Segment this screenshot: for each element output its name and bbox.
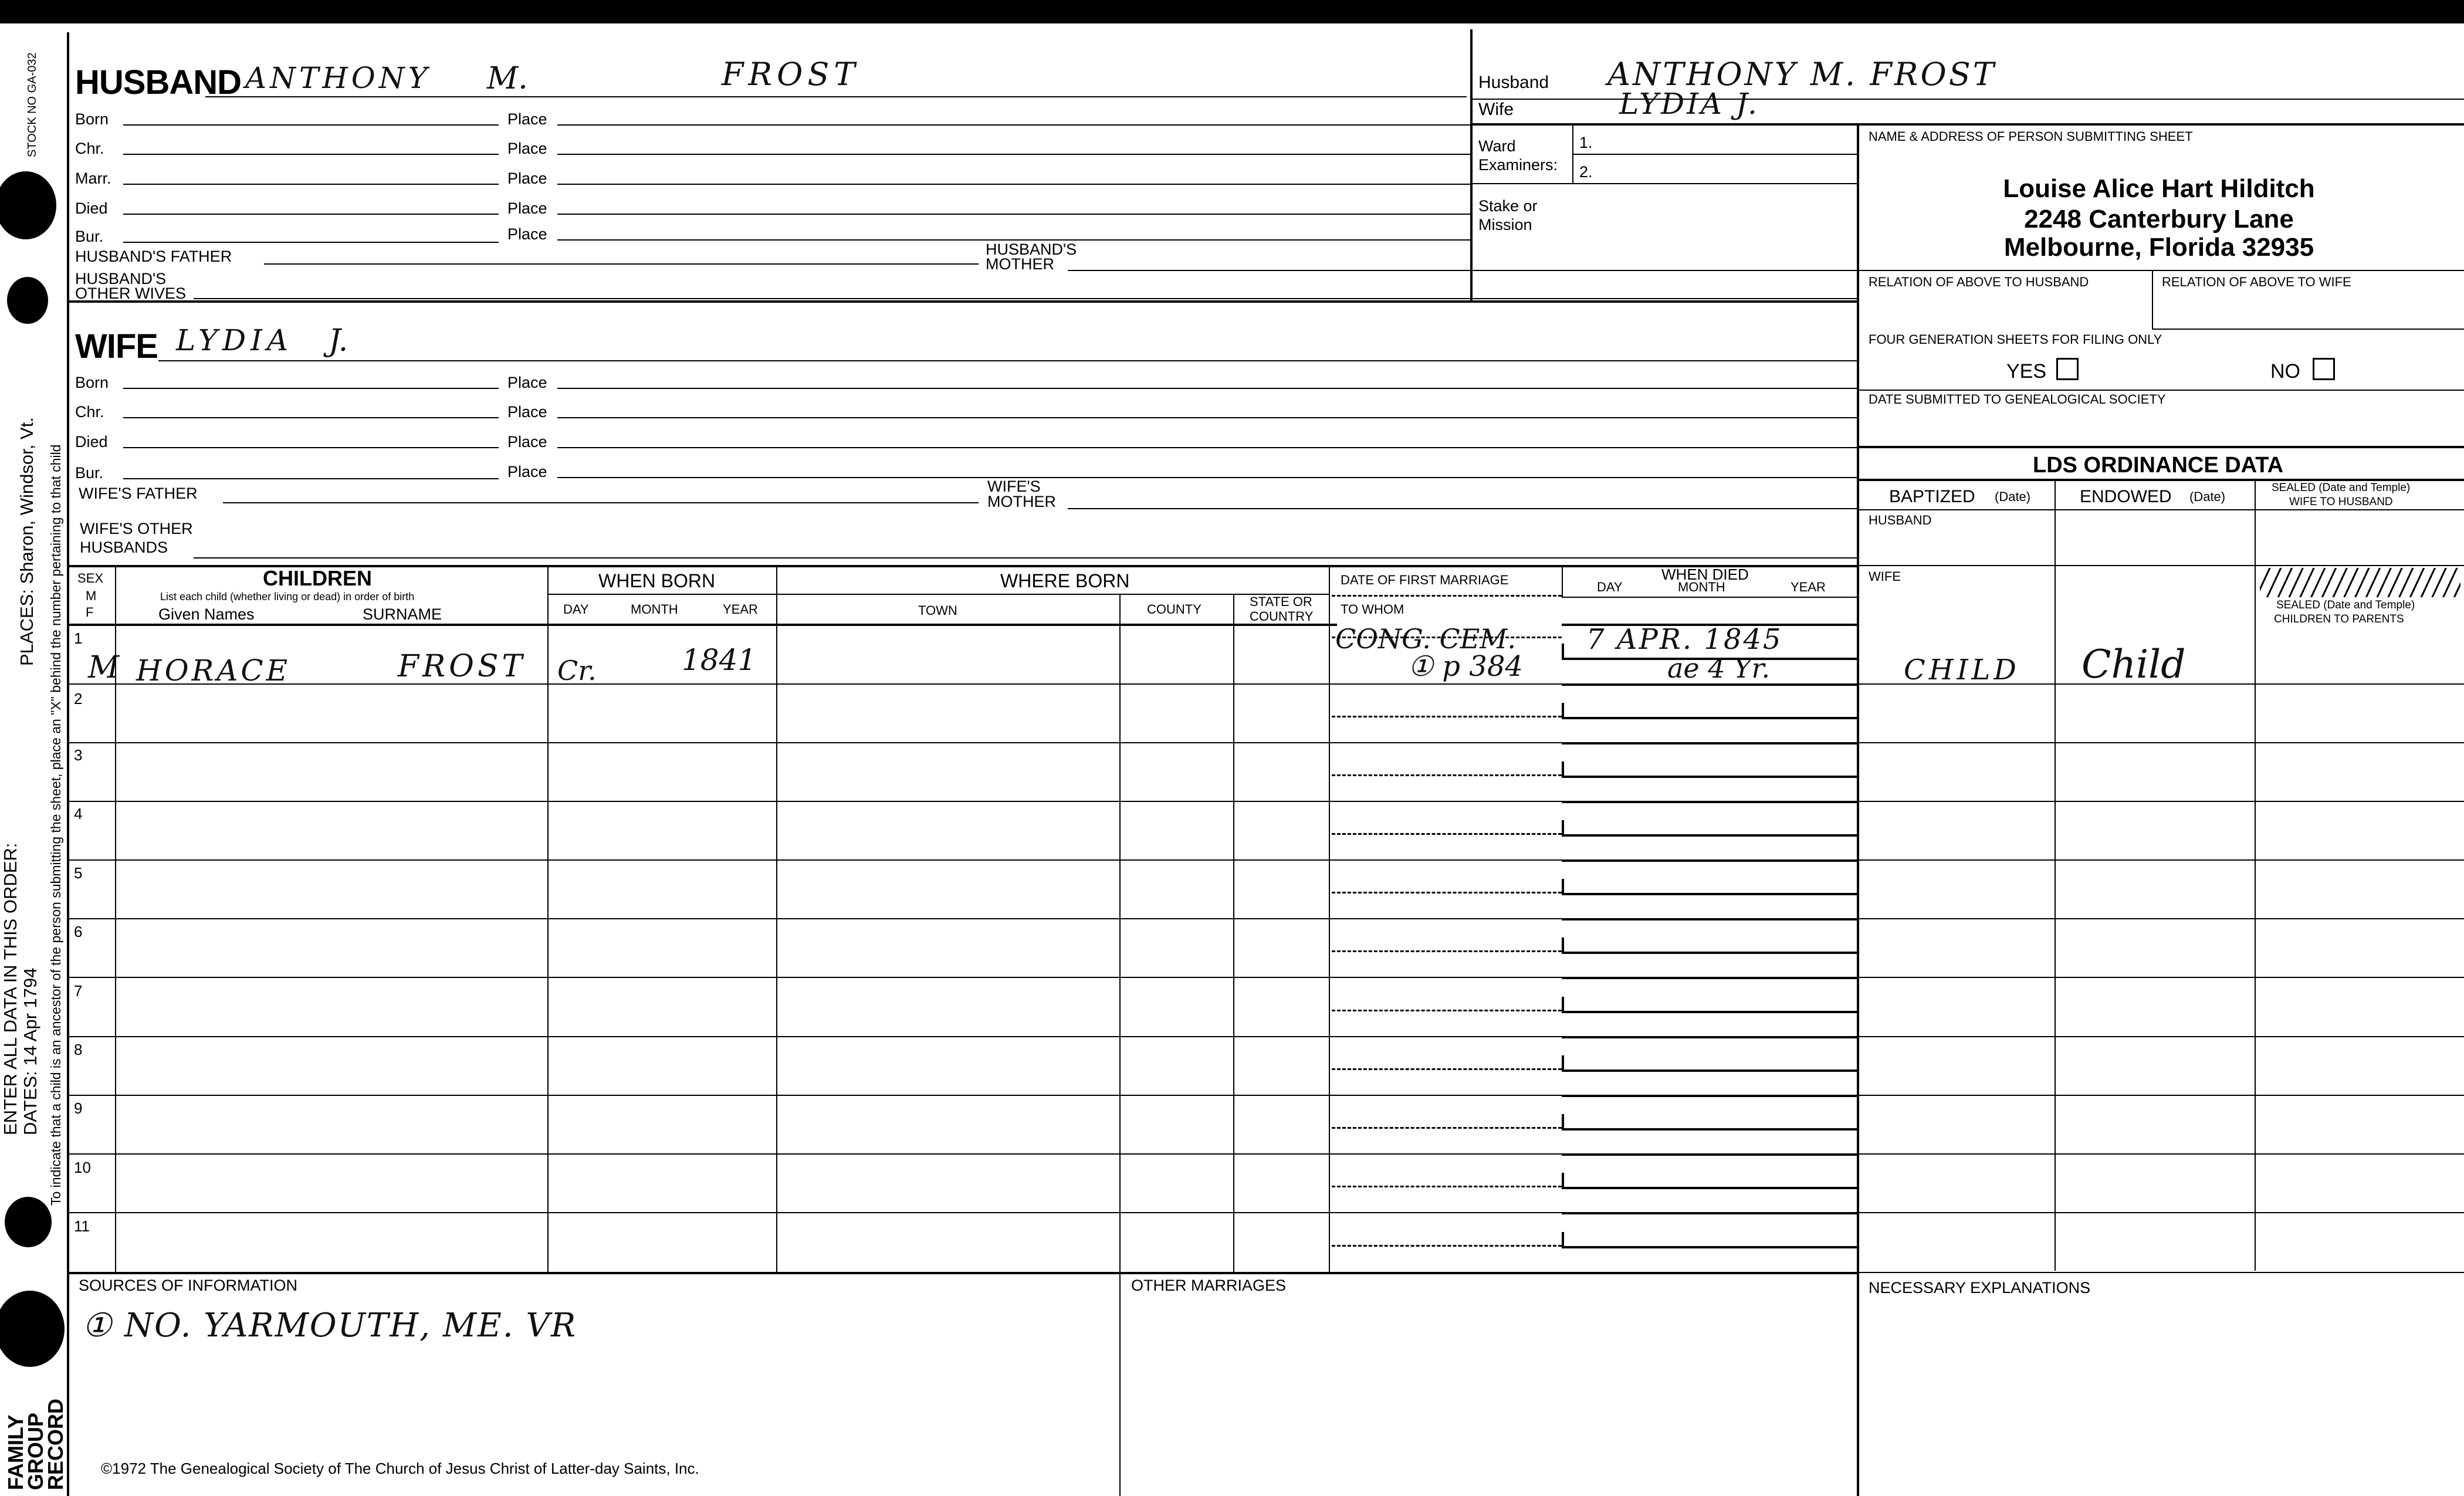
- other-marriages-divider: [1119, 1272, 1121, 1496]
- baptized-date-label: (Date): [1995, 489, 2031, 504]
- husband-given-name: ANTHONY: [245, 61, 431, 95]
- marriage-dash-line: [1332, 892, 1562, 893]
- died-bracket: [1562, 1173, 1564, 1188]
- mission-label: Mission: [1478, 216, 1532, 233]
- husband-bur-line: [123, 242, 499, 243]
- died-row-line: [1562, 1212, 1857, 1214]
- when-died-header: WHEN DIED: [1661, 566, 1749, 583]
- header-husband-label: Husband: [1478, 73, 1549, 92]
- scan-top-border: [0, 0, 2464, 23]
- sources-label: SOURCES OF INFORMATION: [79, 1277, 298, 1294]
- state-header-1: STATE OR: [1250, 594, 1312, 609]
- when-died-under: [1562, 597, 1857, 598]
- four-gen-bottom-line: [1857, 390, 2464, 391]
- yes-label: YES: [2006, 360, 2047, 383]
- wife-died-place-label: Place: [507, 433, 547, 451]
- born-day-header: DAY: [563, 602, 589, 617]
- died-bracket: [1562, 879, 1564, 894]
- husband-bur-label: Bur.: [75, 228, 104, 245]
- wife-heading: WIFE: [75, 327, 158, 365]
- child-marriage: CONG. CEM.: [1335, 623, 1517, 655]
- died-row-line: [1562, 1036, 1857, 1038]
- sealed-children-label-2: CHILDREN TO PARENTS: [2274, 613, 2404, 625]
- wife-born-line: [123, 388, 499, 389]
- lds-husband-label: HUSBAND: [1869, 513, 1932, 527]
- child-row-number: 7: [74, 982, 83, 1000]
- died-bracket-line: [1562, 1069, 1857, 1072]
- husband-marr-place-line: [557, 184, 1470, 185]
- husband-name-line: [205, 96, 1467, 97]
- where-born-col-divider: [1329, 565, 1330, 1274]
- born-year-header: YEAR: [723, 602, 758, 617]
- lds-row-separator: [1857, 1095, 2464, 1096]
- marriage-row-line: [1329, 1153, 1562, 1155]
- punch-hole: [0, 171, 56, 239]
- husband-middle-name: M.: [487, 61, 528, 96]
- given-names-header: Given Names: [158, 605, 255, 623]
- husband-marr-place-label: Place: [507, 170, 547, 187]
- died-bracket: [1562, 1055, 1564, 1071]
- county-header: COUNTY: [1147, 602, 1201, 617]
- child-born-day: Cr.: [557, 655, 597, 686]
- children-header: CHILDREN: [263, 566, 372, 590]
- lds-row-separator: [1857, 977, 2464, 978]
- child-row-number: 9: [74, 1099, 83, 1117]
- children-header-bottom: [67, 624, 1337, 626]
- died-bracket: [1562, 703, 1564, 718]
- endowed-label: ENDOWED: [2080, 487, 2172, 506]
- baptized-label: BAPTIZED: [1889, 487, 1975, 506]
- died-row-line: [1562, 742, 1857, 744]
- marriage-row-line: [1329, 742, 1562, 743]
- wife-died-place-line: [557, 447, 1857, 448]
- child-row-number: 4: [74, 805, 83, 823]
- husband-section-bottom: [67, 300, 1857, 303]
- died-year-header: YEAR: [1791, 580, 1826, 594]
- state-header-2: COUNTRY: [1250, 609, 1314, 624]
- died-row-line: [1562, 801, 1857, 803]
- died-bracket: [1562, 644, 1564, 659]
- husband-died-place-line: [557, 214, 1470, 215]
- header-husband-value: ANTHONY M. FROST: [1607, 56, 1996, 93]
- when-died-left: [1562, 565, 1563, 598]
- died-bracket-line: [1562, 1128, 1857, 1131]
- marriage-row-line: [1329, 1212, 1562, 1213]
- died-row-line: [1562, 918, 1857, 920]
- ward-label: Ward: [1478, 137, 1516, 155]
- relation-bottom-line: [2152, 329, 2464, 330]
- when-born-sub-line: [547, 594, 1329, 595]
- submitter-street: 2248 Canterbury Lane: [2024, 205, 2294, 233]
- died-row-line: [1562, 683, 1857, 686]
- wife-bur-place-line: [557, 477, 1857, 478]
- wife-chr-place-label: Place: [507, 403, 547, 421]
- form-title-line2: GROUP: [23, 1412, 48, 1490]
- first-marriage-header: DATE OF FIRST MARRIAGE: [1341, 573, 1509, 587]
- town-col-divider: [1119, 594, 1121, 1274]
- husband-born-place-line: [557, 124, 1470, 126]
- lds-title: LDS ORDINANCE DATA: [2033, 453, 2284, 478]
- lds-row-separator: [1857, 918, 2464, 919]
- lds-row-separator: [1857, 742, 2464, 743]
- submitter-label: NAME & ADDRESS OF PERSON SUBMITTING SHEET: [1869, 129, 2193, 144]
- to-whom-header: TO WHOM: [1341, 602, 1404, 617]
- lds-col-divider-1: [2055, 479, 2056, 1271]
- husband-born-label: Born: [75, 110, 109, 128]
- examiner-1: 1.: [1579, 134, 1593, 151]
- wife-bur-place-label: Place: [507, 463, 547, 480]
- children-col-divider: [547, 565, 549, 1274]
- marriage-row-line: [1329, 683, 1562, 685]
- died-bracket-line: [1562, 717, 1857, 719]
- died-bracket-line: [1562, 834, 1857, 837]
- sex-m-header: M: [86, 588, 97, 603]
- marriage-row-line: [1329, 859, 1562, 861]
- marriage-row-line: [1329, 918, 1562, 919]
- marriage-row-line: [1329, 801, 1562, 802]
- surname-header: SURNAME: [363, 605, 442, 623]
- no-label: NO: [2270, 360, 2300, 383]
- husband-father-line: [264, 263, 979, 265]
- ward-bottom-line: [1470, 183, 1857, 184]
- marriage-row-line: [1329, 1095, 1562, 1096]
- child-baptized: CHILD: [1904, 654, 2020, 686]
- stock-number: STOCK NO GA-032: [26, 52, 39, 157]
- wife-bur-line: [123, 478, 499, 479]
- wife-bur-label: Bur.: [75, 464, 104, 482]
- child-endowed: Child: [2081, 642, 2186, 687]
- wife-father-line: [223, 502, 979, 503]
- lds-title-bottom: [1857, 479, 2464, 481]
- sealed-wife-label-1: SEALED (Date and Temple): [2272, 482, 2411, 494]
- lds-row-separator: [1857, 1036, 2464, 1037]
- punch-hole: [0, 1291, 65, 1367]
- lds-col-divider-2: [2255, 479, 2256, 1271]
- child-row-separator: [67, 683, 1329, 685]
- died-bracket: [1562, 1232, 1564, 1247]
- child-row-number: 10: [74, 1159, 91, 1176]
- endowed-date-label: (Date): [2189, 489, 2226, 504]
- when-born-header: WHEN BORN: [598, 570, 716, 591]
- died-bracket: [1562, 997, 1564, 1012]
- died-bracket: [1562, 820, 1564, 835]
- died-bracket-line: [1562, 1187, 1857, 1189]
- wife-chr-place-line: [557, 417, 1857, 418]
- sealed-hatch: [2260, 568, 2460, 597]
- lds-row-separator: [1857, 1153, 2464, 1155]
- marriage-dash-line: [1332, 1186, 1562, 1187]
- lds-header-bottom: [1857, 509, 2464, 510]
- lds-row-separator: [1857, 683, 2464, 685]
- wife-mother-line: [1068, 508, 1857, 509]
- died-bracket-line: [1562, 776, 1857, 778]
- marriage-dash-line: [1332, 1010, 1562, 1011]
- form-title-line3: RECORD: [43, 1398, 67, 1490]
- child-died: 7 APR. 1845: [1586, 623, 1783, 656]
- where-born-header: WHERE BORN: [1000, 570, 1130, 591]
- county-col-divider: [1233, 594, 1234, 1274]
- lds-row-separator: [1857, 859, 2464, 861]
- examiner-divider-line: [1572, 154, 1857, 155]
- child-row-separator: [67, 1212, 1329, 1213]
- husband-marr-label: Marr.: [75, 170, 111, 187]
- wife-born-place-line: [557, 388, 1857, 389]
- child-given-name: HORACE: [136, 654, 291, 688]
- relation-husband-label: RELATION OF ABOVE TO HUSBAND: [1869, 275, 2089, 289]
- child-row-number: 8: [74, 1041, 83, 1058]
- child-died-note: ae 4 Yr.: [1667, 652, 1771, 684]
- sex-f-header: F: [86, 605, 94, 620]
- child-row-number: 5: [74, 864, 83, 882]
- husband-surname: FROST: [722, 56, 860, 93]
- stake-label: Stake or: [1478, 197, 1538, 215]
- died-row-line: [1562, 859, 1857, 862]
- died-bracket-line: [1562, 658, 1857, 660]
- husband-mother-line: [1068, 270, 1857, 271]
- sources-value: ① NO. YARMOUTH, ME. VR: [82, 1307, 577, 1345]
- child-marriage-note: ① p 384: [1408, 650, 1523, 683]
- right-panel-divider: [1857, 124, 1859, 1496]
- sex-header: SEX: [77, 571, 104, 585]
- died-bracket-line: [1562, 1246, 1857, 1248]
- husband-bur-place-label: Place: [507, 225, 547, 243]
- child-row-separator: [67, 1095, 1329, 1096]
- died-day-header: DAY: [1597, 580, 1623, 594]
- died-row-line: [1562, 977, 1857, 979]
- husband-other-wives-label-1: HUSBAND'S: [75, 270, 167, 287]
- husband-marr-line: [123, 184, 499, 185]
- marriage-dash-line: [1332, 1127, 1562, 1129]
- child-row-separator: [67, 1036, 1329, 1037]
- died-bracket-line: [1562, 893, 1857, 895]
- husband-other-wives-label-2: OTHER WIVES: [75, 285, 187, 302]
- wife-given-name: LYDIA: [176, 323, 293, 357]
- lds-husband-bottom: [1857, 565, 2464, 566]
- wife-name-line: [158, 360, 1857, 361]
- sealed-wife-label-2: WIFE TO HUSBAND: [2289, 496, 2393, 508]
- died-bracket: [1562, 937, 1564, 953]
- submitter-name: Louise Alice Hart Hilditch: [2003, 174, 2315, 203]
- marriage-dash-line: [1332, 950, 1562, 952]
- child-sex: M: [88, 650, 120, 685]
- husband-chr-line: [123, 154, 499, 155]
- marriage-dash-line: [1332, 1068, 1562, 1070]
- husband-chr-label: Chr.: [75, 140, 104, 157]
- child-row-separator: [67, 1153, 1329, 1155]
- child-row-number: 3: [74, 746, 83, 764]
- header-wife-label: Wife: [1478, 100, 1514, 119]
- lds-wife-label: WIFE: [1869, 569, 1901, 584]
- died-month-header: MONTH: [1678, 580, 1725, 594]
- died-row-line: [1562, 1095, 1857, 1097]
- sealed-children-label-1: SEALED (Date and Temple): [2276, 599, 2415, 611]
- lds-row-separator: [1857, 1272, 2464, 1273]
- died-bracket-line: [1562, 952, 1857, 954]
- submitter-city: Melbourne, Florida 32935: [2003, 233, 2314, 262]
- died-bracket: [1562, 761, 1564, 777]
- date-submitted-bottom-line: [1857, 446, 2464, 448]
- husband-chr-place-line: [557, 154, 1470, 155]
- form-title-line1: FAMILY: [4, 1414, 28, 1490]
- lds-row-separator: [1857, 801, 2464, 802]
- marriage-row-line: [1329, 977, 1562, 978]
- marriage-dash-line: [1332, 637, 1562, 638]
- marriage-dash-line: [1332, 716, 1562, 717]
- header-wife-line: [1470, 123, 2464, 126]
- enter-data-instruction: ENTER ALL DATA IN THIS ORDER:: [0, 842, 21, 1135]
- relation-wife-label: RELATION OF ABOVE TO WIFE: [2162, 275, 2351, 289]
- child-row-number: 6: [74, 923, 83, 940]
- dates-example: DATES: 14 Apr 1794: [20, 967, 40, 1135]
- died-bracket: [1562, 1114, 1564, 1129]
- marriage-header-dash: [1332, 595, 1562, 597]
- husband-father-label: HUSBAND'S FATHER: [75, 248, 232, 265]
- yes-checkbox[interactable]: [2056, 358, 2079, 380]
- husband-chr-place-label: Place: [507, 140, 547, 157]
- wife-mother-label-1: WIFE'S: [987, 478, 1041, 495]
- wife-died-label: Died: [75, 433, 108, 451]
- wife-father-label: WIFE'S FATHER: [79, 485, 198, 502]
- children-table-bottom: [67, 1272, 1857, 1274]
- born-month-header: MONTH: [631, 602, 678, 617]
- child-row-number: 11: [74, 1217, 90, 1235]
- child-row-separator: [67, 977, 1329, 978]
- header-wife-value: LYDIA J.: [1619, 87, 1759, 121]
- header-box-divider: [1470, 29, 1473, 300]
- lds-row-separator: [1857, 1212, 2464, 1213]
- husband-died-place-label: Place: [507, 199, 547, 217]
- punch-hole: [7, 277, 48, 324]
- submitter-bottom-line: [1857, 270, 2464, 271]
- husband-died-label: Died: [75, 199, 108, 217]
- died-row-line: [1562, 1153, 1857, 1156]
- husband-mother-label-1: HUSBAND'S: [986, 241, 1077, 258]
- husband-born-line: [123, 124, 499, 126]
- child-row-separator: [67, 801, 1329, 802]
- wife-other-husbands-label-2: HUSBANDS: [80, 539, 168, 556]
- wife-mother-label-2: MOTHER: [987, 493, 1056, 510]
- marriage-dash-line: [1332, 774, 1562, 776]
- marriage-row-line: [1329, 1036, 1562, 1037]
- child-row-separator: [67, 859, 1329, 861]
- places-example: PLACES: Sharon, Windsor, Vt.: [16, 417, 37, 666]
- when-born-col-divider: [776, 565, 777, 1274]
- punch-hole: [5, 1197, 52, 1247]
- husband-other-wives-line: [194, 298, 1857, 299]
- other-marriages-label: OTHER MARRIAGES: [1131, 1277, 1287, 1294]
- died-bracket-line: [1562, 1011, 1857, 1013]
- child-row-number: 1: [74, 629, 83, 647]
- four-gen-label: FOUR GENERATION SHEETS FOR FILING ONLY: [1869, 332, 2162, 347]
- copyright: ©1972 The Genealogical Society of The Church of Jesus Christ of Latter-day Saints, Inc.: [101, 1460, 699, 1477]
- wife-other-husbands-line: [194, 557, 1857, 559]
- wife-chr-label: Chr.: [75, 403, 104, 421]
- husband-born-place-label: Place: [507, 110, 547, 128]
- date-submitted-label: DATE SUBMITTED TO GENEALOGICAL SOCIETY: [1869, 392, 2166, 407]
- child-surname: FROST: [398, 649, 526, 684]
- examiner-2: 2.: [1579, 163, 1593, 181]
- husband-heading: HUSBAND: [75, 63, 241, 101]
- marriage-dash-line: [1332, 833, 1562, 835]
- ancestor-note: To indicate that a child is an ancestor of the person submitting the sheet, place an "X" behind the number pertaining to that child: [48, 444, 63, 1206]
- children-list-note: List each child (whether living or dead) in order of birth: [160, 591, 415, 603]
- relation-divider: [2152, 270, 2153, 329]
- wife-born-place-label: Place: [507, 374, 547, 391]
- child-row-number: 2: [74, 690, 83, 708]
- wife-middle-name: J.: [329, 323, 348, 358]
- husband-mother-label-2: MOTHER: [986, 255, 1054, 273]
- wife-died-line: [123, 447, 499, 448]
- no-checkbox[interactable]: [2313, 358, 2335, 380]
- child-row-separator: [67, 918, 1329, 919]
- form-left-border: [67, 32, 69, 1496]
- child-born-year: 1841: [682, 643, 757, 677]
- husband-died-line: [123, 214, 499, 215]
- wife-born-label: Born: [75, 374, 109, 391]
- child-row-separator: [67, 742, 1329, 743]
- examiners-label: Examiners:: [1478, 156, 1558, 174]
- town-header: TOWN: [918, 603, 957, 618]
- marriage-dash-line: [1332, 1245, 1562, 1247]
- wife-chr-line: [123, 417, 499, 418]
- explanations-label: NECESSARY EXPLANATIONS: [1869, 1279, 2091, 1297]
- wife-other-husbands-label-1: WIFE'S OTHER: [80, 520, 193, 537]
